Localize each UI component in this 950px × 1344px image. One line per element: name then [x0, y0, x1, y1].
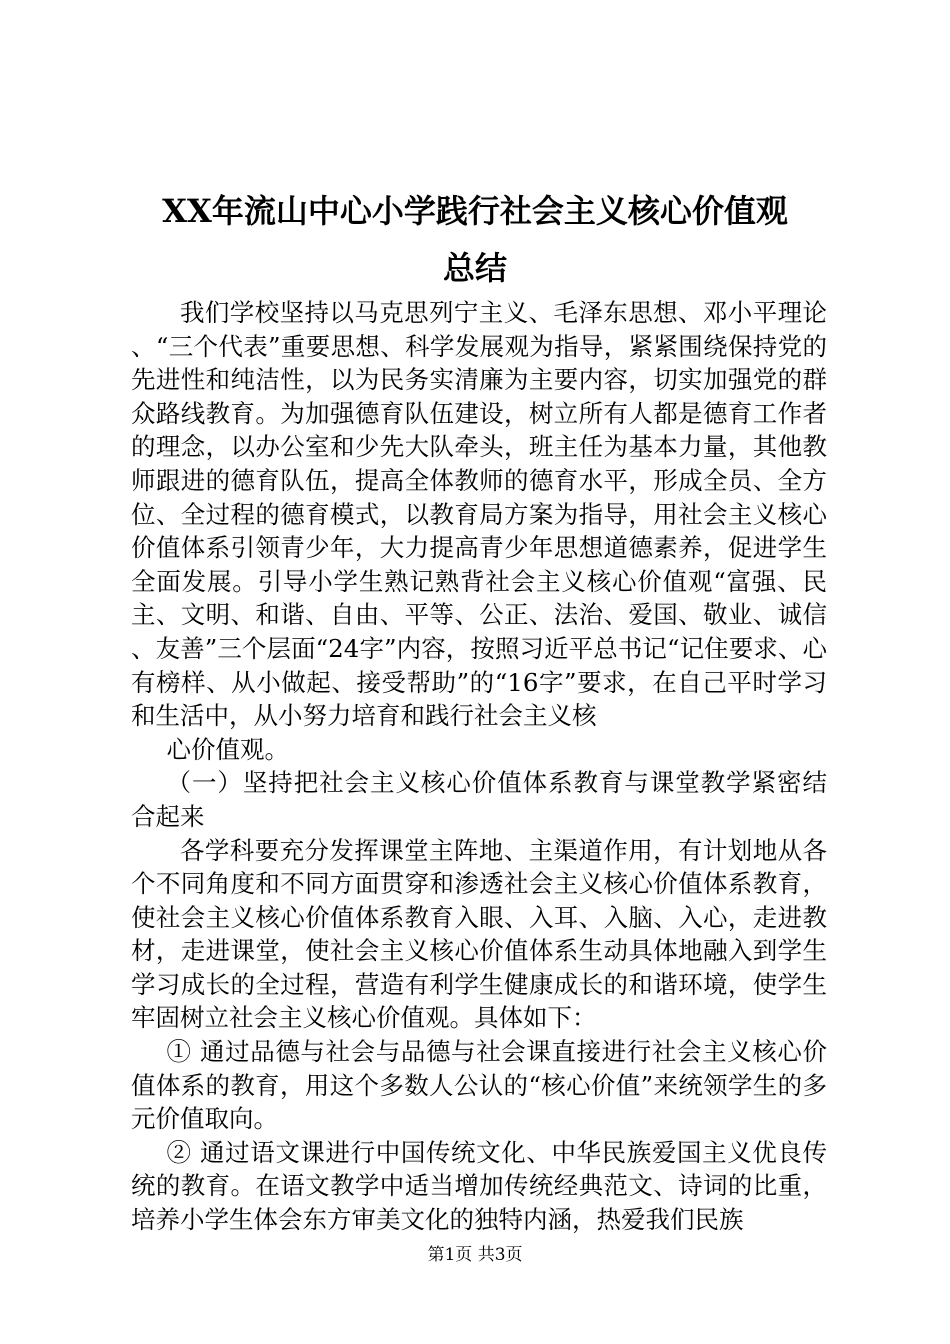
document-title-line-2: 总结: [442, 249, 507, 287]
list-item-2: ② 通过语文课进行中国传统文化、中华民族爱国主义优良传统的教育。在语文教学中适当增加传统经典范文、诗词的比重，培养小学生体会东方审美文化的独特内涵，热爱我们民族: [131, 1137, 827, 1235]
page-footer: 第1页 共3页: [427, 1245, 523, 1265]
document-title-line-1: XX年流山中心小学践行社会主义核心价值观: [162, 192, 788, 230]
paragraph-intro: 我们学校坚持以马克思列宁主义、毛泽东思想、邓小平理论、“三个代表”重要思想、科学发展观为指导，紧紧围绕保持党的先进性和纯洁性，以为民务实清廉为主要内容，切实加强党的群众路线教育。为加强德育队伍建设，树立所有人都是德育工作者的理念，以办公室和少先大队牵头，班主任为基本力量，其他教师跟进的德育队伍，提高全体教师的德育水平，形成全员、全方位、全过程的德育模式，以教育局方案为指导，用社会主义核心价值体系引领青少年，大力提高青少年思想道德素养，促进学生全面发展。引导小学生熟记熟背社会主义核心价值观“富强、民主、文明、和谐、自由、平等、公正、法治、爱国、敬业、诚信、友善”三个层面“24字”内容，按照习近平总书记“记住要求、心有榜样、从小做起、接受帮助”的“16字”要求，在自己平时学习和生活中，从小努力培育和践行社会主义核: [131, 298, 827, 731]
document-body: [131, 296, 827, 1237]
list-item-1: ① 通过品德与社会与品德与社会课直接进行社会主义核心价值体系的教育，用这个多数人公认的“核心价值”来统领学生的多元价值取向。: [131, 1037, 827, 1134]
section-heading-1: （一）坚持把社会主义核心价值体系教育与课堂教学紧密结合起来: [131, 768, 827, 831]
paragraph-subjects: 各学科要充分发挥课堂主阵地、主渠道作用，有计划地从各个不同角度和不同方面贯穿和渗透社会主义核心价值体系教育，使社会主义核心价值体系教育入眼、入耳、入脑、入心，走进教材，走进课堂，使社会主义核心价值体系生动具体地融入到学生学习成长的全过程，营造有利学生健康成长的和谐环境，使学生牢固树立社会主义核心价值观。具体如下：: [131, 835, 827, 1033]
paragraph-continuation: 心价值观。: [166, 734, 290, 764]
